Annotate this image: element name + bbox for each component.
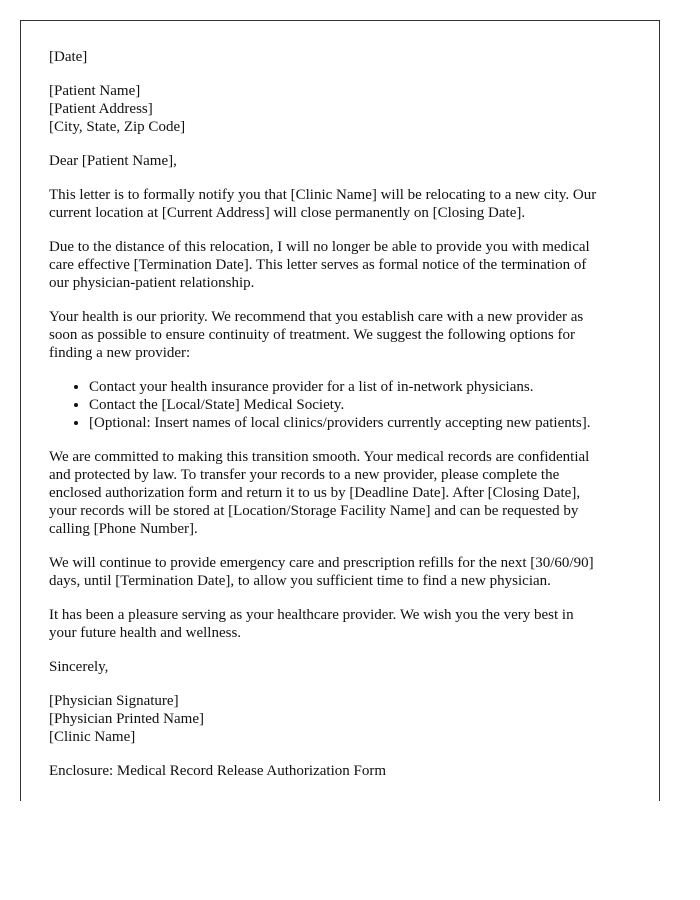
signature-line: [Physician Signature] (49, 693, 179, 709)
signature-line: [Physician Printed Name] (49, 711, 204, 727)
signature-line: [Clinic Name] (49, 729, 136, 745)
paragraph-continuing-care (49, 554, 639, 590)
text-line: care effective [Termination Date]. This letter serves as formal notice of the termination of (49, 257, 587, 273)
text-line: days, until [Termination Date], to allow you sufficient time to find a new physician. (49, 573, 551, 589)
text-line: our physician-patient relationship. (49, 275, 255, 291)
salutation: Dear [Patient Name], (49, 153, 177, 169)
text-line: We are committed to making this transition smooth. Your medical records are confidential (49, 449, 590, 465)
text-line: We will continue to provide emergency care and prescription refills for the next [30/60/90] (49, 555, 594, 571)
paragraph-relocation (49, 186, 639, 222)
text-line: your future health and wellness. (49, 625, 242, 641)
letter-page (20, 20, 660, 801)
text-line: finding a new provider: (49, 345, 191, 361)
paragraph-records (49, 448, 639, 538)
date: [Date] (49, 49, 88, 65)
recipient-address (49, 82, 639, 136)
list-item: • Contact your health insurance provider for a list of in-network physicians. (89, 378, 639, 396)
list-item: • Contact the [Local/State] Medical Society. (89, 396, 639, 414)
address-line: [Patient Address] (49, 101, 153, 117)
text-line: Due to the distance of this relocation, I will no longer be able to provide you with medical (49, 239, 590, 255)
text-line: calling [Phone Number]. (49, 521, 198, 537)
closing: Sincerely, (49, 659, 109, 675)
enclosure-note: Enclosure: Medical Record Release Authorization Form (49, 763, 386, 779)
address-line: [Patient Name] (49, 83, 141, 99)
text-line: and protected by law. To transfer your records to a new provider, please complete the (49, 467, 560, 483)
text-line: current location at [Current Address] will close permanently on [Closing Date]. (49, 205, 526, 221)
text-line: This letter is to formally notify you that [Clinic Name] will be relocating to a new city. Our (49, 187, 597, 203)
address-line: [City, State, Zip Code] (49, 119, 186, 135)
text-line: enclosed authorization form and return it to us by [Deadline Date]. After [Closing Date], (49, 485, 581, 501)
text-line: Your health is our priority. We recommend that you establish care with a new provider as (49, 309, 584, 325)
paragraph-farewell (49, 606, 639, 642)
signature-block (49, 692, 639, 746)
text-line: soon as possible to ensure continuity of treatment. We suggest the following options for (49, 327, 575, 343)
text-line: your records will be stored at [Location/Storage Facility Name] and can be requested by (49, 503, 579, 519)
provider-options-list (49, 378, 639, 432)
paragraph-termination (49, 238, 639, 292)
list-item: • [Optional: Insert names of local clinics/providers currently accepting new patients]. (89, 414, 639, 432)
paragraph-recommendation (49, 308, 639, 362)
text-line: It has been a pleasure serving as your healthcare provider. We wish you the very best in (49, 607, 574, 623)
